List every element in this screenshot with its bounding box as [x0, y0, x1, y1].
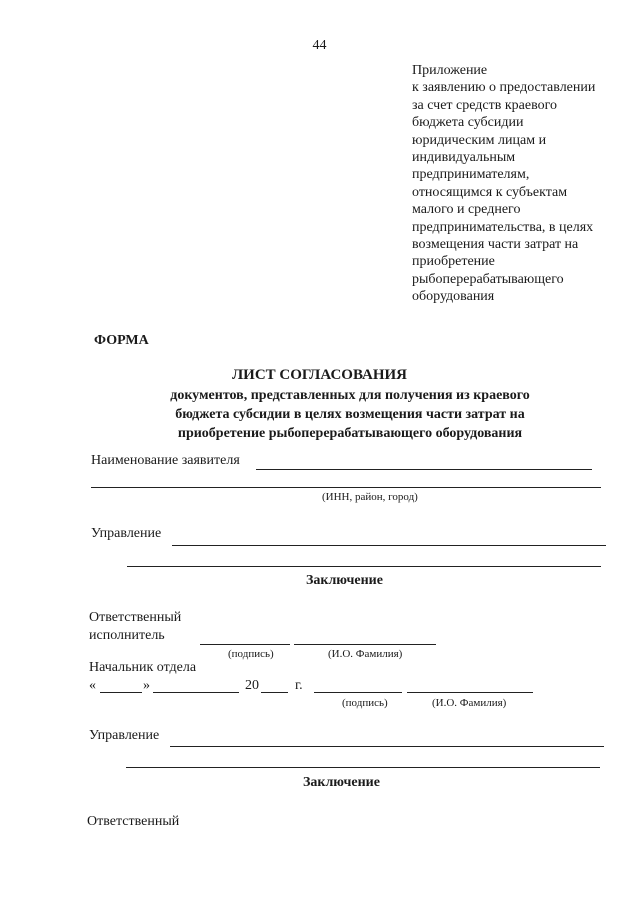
document-title: ЛИСТ СОГЛАСОВАНИЯ [231, 367, 408, 383]
page-number: 44 [312, 38, 327, 53]
subtitle-line: документов, представленных для получения из краевого [170, 388, 530, 403]
department-label: Управление [91, 526, 162, 541]
head-name-line[interactable] [407, 692, 533, 693]
appendix-line: оборудования [412, 289, 495, 305]
executor-label: исполнитель [89, 628, 165, 643]
head-name-hint: (И.О. Фамилия) [432, 697, 507, 709]
department-line[interactable] [172, 545, 606, 546]
appendix-line: малого и среднего [412, 202, 521, 218]
subtitle-line: приобретение рыбоперерабатывающего оборудования [177, 426, 523, 441]
signature-line[interactable] [200, 644, 290, 645]
appendix-line: рыбоперерабатывающего [412, 271, 564, 287]
appendix-line: возмещения части затрат на [412, 237, 579, 253]
name-hint: (И.О. Фамилия) [328, 648, 403, 660]
document-subtitle [100, 386, 600, 443]
appendix-line: индивидуальным [412, 150, 516, 166]
appendix-note [412, 62, 632, 306]
department-line-2[interactable] [127, 566, 601, 567]
conclusion-heading: Заключение [306, 573, 383, 588]
name-line[interactable] [294, 644, 436, 645]
appendix-line: к заявлению о предоставлении [412, 80, 596, 96]
applicant-hint: (ИНН, район, город) [322, 491, 418, 503]
appendix-line: юридическим лицам и [412, 132, 547, 148]
date-open-quote: « [89, 678, 96, 693]
appendix-line: бюджета субсидии [412, 115, 524, 131]
date-close-quote: » [143, 678, 150, 693]
appendix-line: относящимся к субъектам [412, 184, 568, 200]
department-label-2: Управление [89, 728, 160, 743]
head-signature-hint: (подпись) [342, 697, 388, 709]
conclusion-heading-2: Заключение [303, 775, 380, 790]
year-suffix: г. [295, 678, 303, 693]
applicant-details-line[interactable] [91, 487, 601, 488]
year-prefix: 20 [245, 678, 259, 693]
responsible-label-2: Ответственный [87, 814, 180, 829]
subtitle-line: бюджета субсидии в целях возмещения части затрат на [175, 407, 525, 422]
date-day-line[interactable] [100, 692, 142, 693]
form-label: ФОРМА [94, 333, 149, 348]
signature-hint: (подпись) [228, 648, 274, 660]
appendix-line: предпринимательства, в целях [412, 219, 594, 235]
appendix-line: за счет средств краевого [412, 97, 557, 113]
department-line-4[interactable] [126, 767, 600, 768]
appendix-line: предпринимателям, [412, 167, 530, 183]
date-month-line[interactable] [153, 692, 239, 693]
appendix-line: приобретение [412, 254, 495, 270]
department-line-3[interactable] [170, 746, 604, 747]
appendix-line: Приложение [412, 63, 488, 78]
head-of-department-label: Начальник отдела [89, 660, 197, 675]
applicant-label: Наименование заявителя [91, 453, 240, 468]
date-year-line[interactable] [261, 692, 288, 693]
applicant-name-line[interactable] [256, 469, 592, 470]
responsible-label: Ответственный [89, 610, 182, 625]
head-signature-line[interactable] [314, 692, 402, 693]
